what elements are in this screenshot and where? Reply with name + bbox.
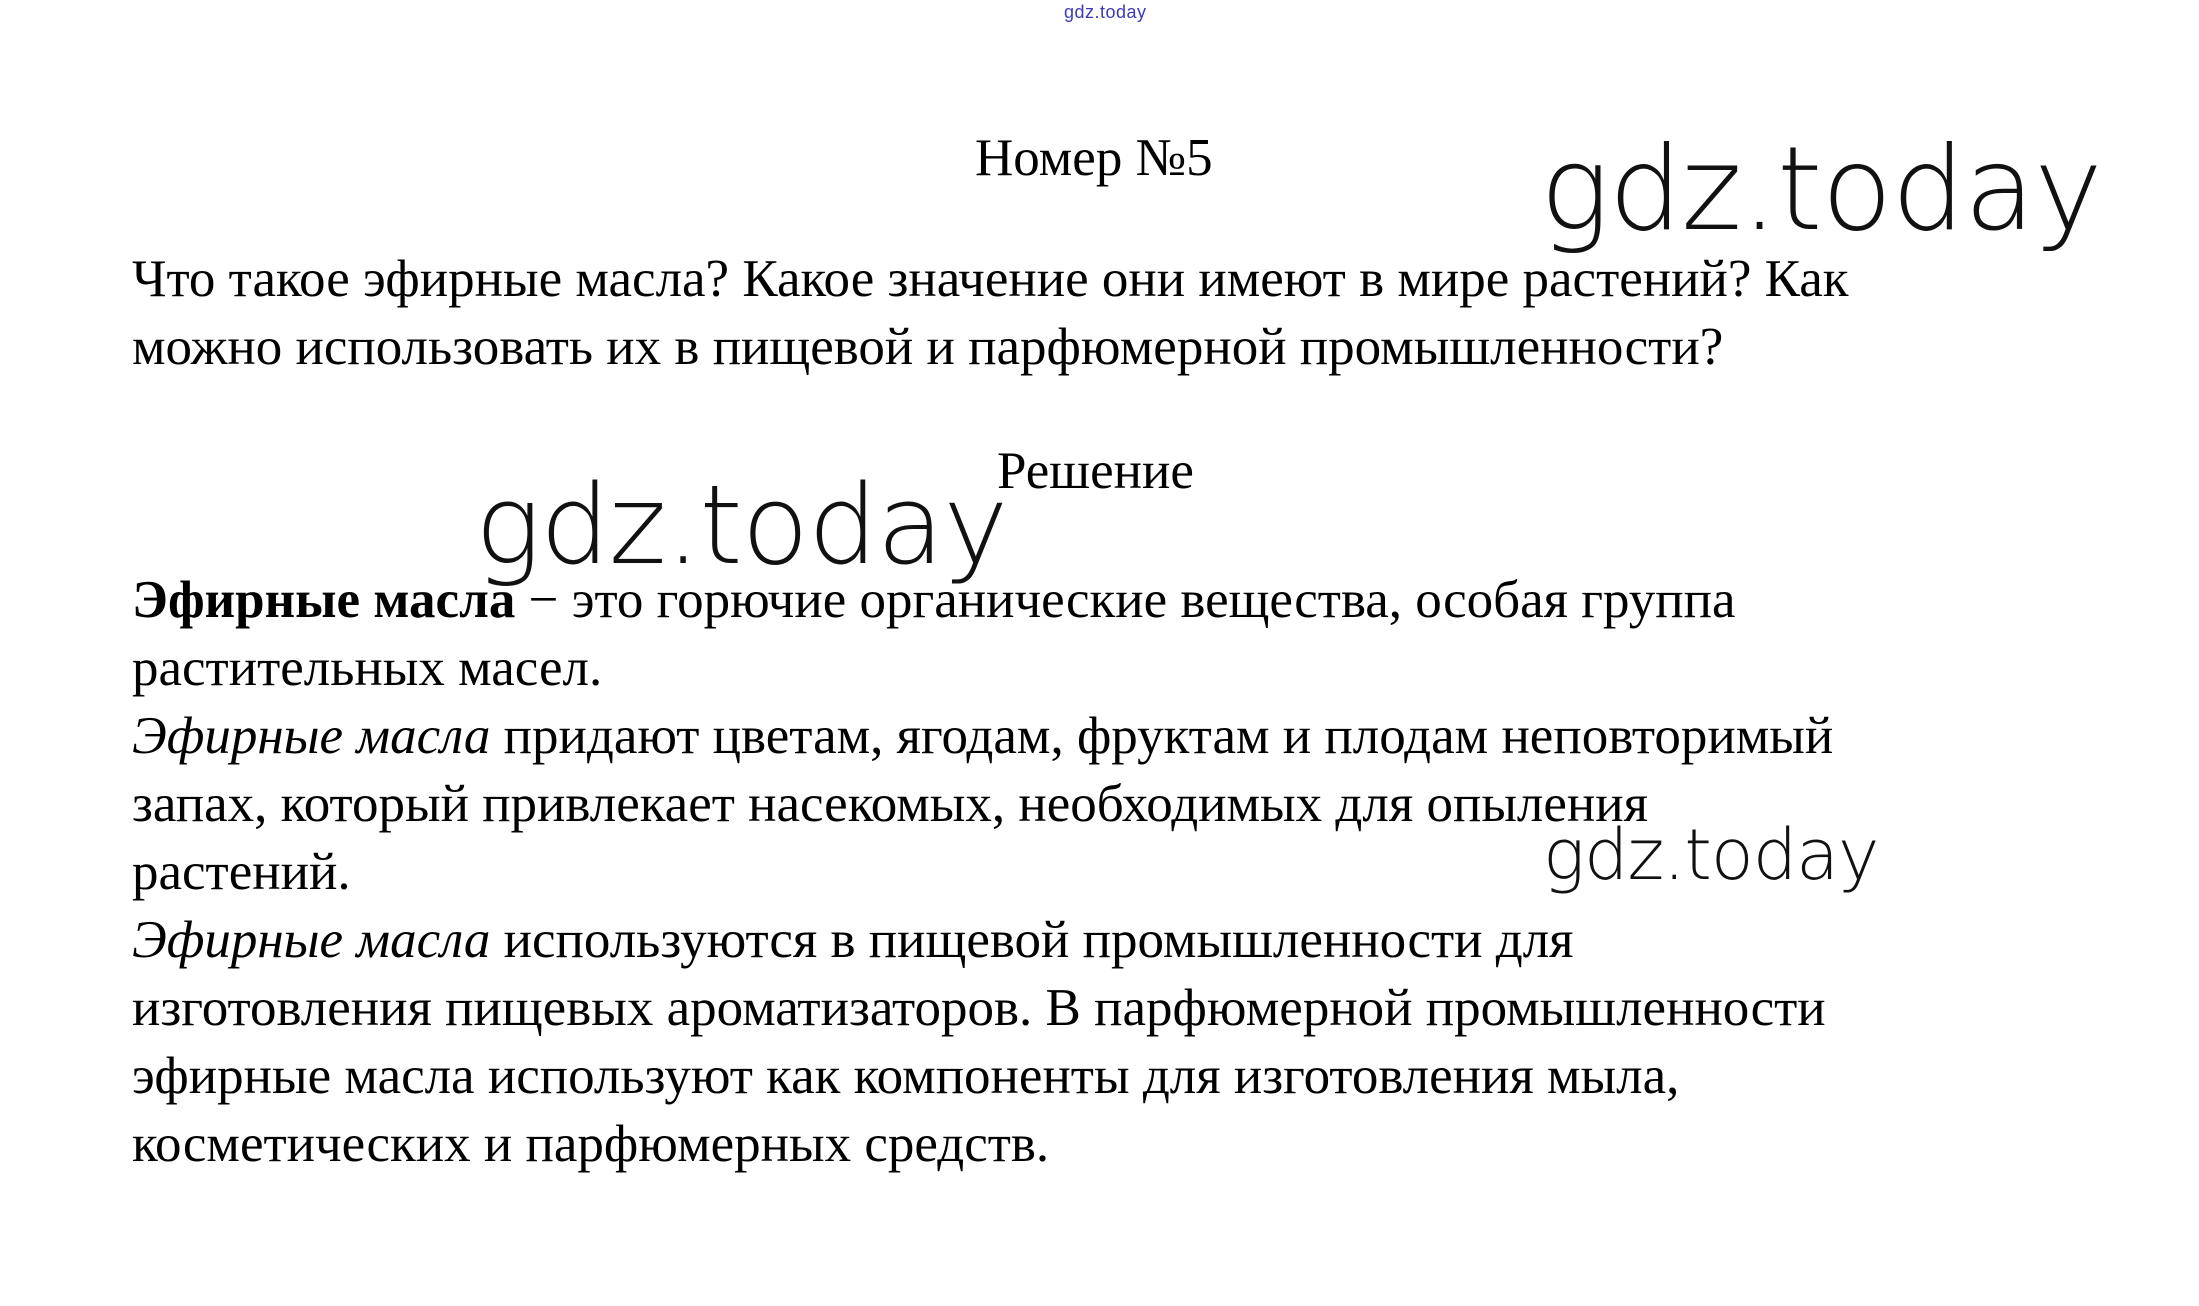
answer-paragraph-3 — [132, 906, 2132, 1178]
answer-text-segment: придают цветам, ягодам, фруктам и плодам неповторимый — [490, 707, 1834, 765]
answer-text-segment: косметических и парфюмерных средств. — [132, 1115, 1050, 1173]
watermark-logo: gdz.today — [1540, 122, 2102, 257]
watermark-logo: gdz.today — [475, 461, 1008, 589]
solution-heading: Решение — [997, 442, 1194, 500]
question-line-2: можно использовать их в пищевой и парфюмерной промышленности? — [132, 318, 1724, 376]
question-line-1: Что такое эфирные масла? Какое значение они имеют в мире растений? Как — [132, 250, 1849, 308]
answer-paragraph-1 — [132, 566, 2132, 702]
answer-text-segment: используются в пищевой промышленности для — [490, 911, 1574, 969]
term-italic: Эфирные масла — [132, 707, 491, 765]
answer-text-segment: изготовления пищевых ароматизаторов. В парфюмерной промышленности — [132, 979, 1826, 1037]
answer-text-segment: растительных масел. — [132, 639, 603, 697]
question-text — [132, 245, 2132, 381]
answer-text-segment: − это горючие органические вещества, особая группа — [515, 571, 1736, 629]
term-bold: Эфирные масла — [132, 571, 516, 629]
answer-text-segment: растений. — [132, 843, 351, 901]
answer-text-segment: запах, который привлекает насекомых, необходимых для опыления — [132, 775, 1649, 833]
watermark-logo: gdz.today — [1543, 814, 1879, 896]
term-italic: Эфирные масла — [132, 911, 491, 969]
answer-text-segment: эфирные масла используют как компоненты для изготовления мыла, — [132, 1047, 1680, 1105]
page-title: Номер №5 — [975, 129, 1213, 187]
top-watermark: gdz.today — [1064, 2, 1147, 22]
